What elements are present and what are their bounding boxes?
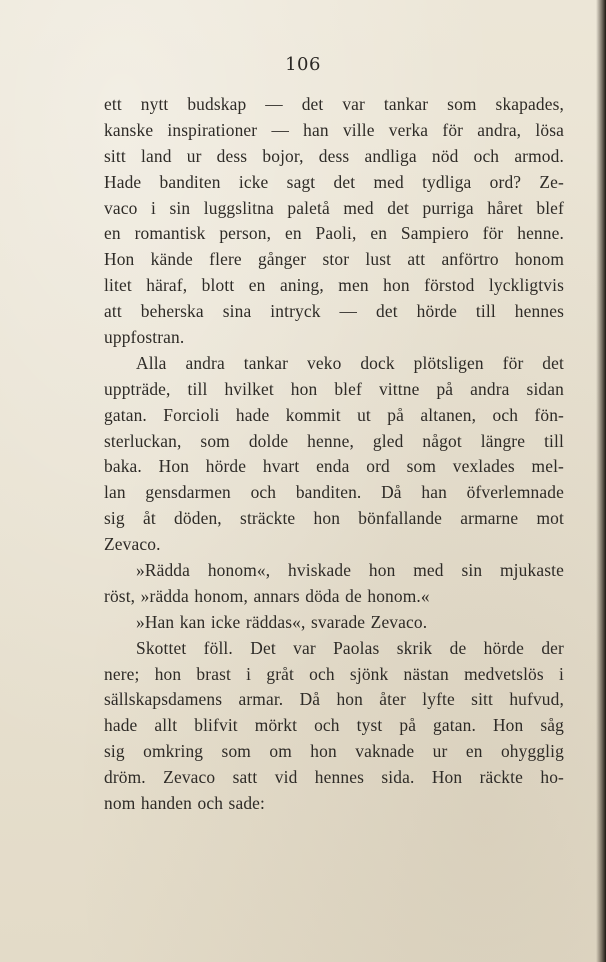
text-line: kanske inspirationer — han ville verka för andra, lösa [104,119,564,140]
text-line: sig åt döden, sträckte hon bönfallande armarne mot [104,508,564,529]
text-line: Zevaco. [104,534,161,555]
text-line: Hade banditen icke sagt det med tydliga ord? Ze- [104,171,564,192]
text-line: en romantisk person, en Paoli, en Sampiero för henne. [104,223,564,244]
text-line: uppträde, till hvilket hon blef vittne på andra sidan [104,378,564,399]
text-line: »Han kan icke räddas«, svarade Zevaco. [136,611,428,632]
text-line: sig omkring som om hon vaknade ur en ohygglig [104,741,564,762]
text-line: »Rädda honom«, hviskade hon med sin mjukaste [136,560,564,581]
text-line: Hon kände flere gånger stor lust att anförtro honom [104,249,564,270]
text-line: sterluckan, som dolde henne, gled något längre till [104,430,564,451]
text-line: nom handen och sade: [104,793,266,814]
text-line: baka. Hon hörde hvart enda ord som vexlades mel- [104,456,564,477]
text-line: att beherska sina intryck — det hörde till hennes [104,301,564,322]
text-line: Alla andra tankar veko dock plötsligen för det [136,352,564,373]
text-line: gatan. Forcioli hade kommit ut på altanen, och fön- [104,404,564,425]
text-line: ett nytt budskap — det var tankar som skapades, [104,94,564,114]
text-line: röst, »rädda honom, annars döda de honom.« [104,585,430,606]
text-line: litet häraf, blott en aning, men hon förstod lyckligtvis [104,275,564,296]
page-edge-shadow [596,0,606,962]
text-line: lan gensdarmen och banditen. Då han öfverlemnade [104,482,564,503]
text-line: vaco i sin luggslitna paletå med det purriga håret blef [104,197,564,218]
text-line: dröm. Zevaco satt vid hennes sida. Hon räckte ho- [104,767,564,788]
text-line: sällskapsdamens armar. Då hon åter lyfte sitt hufvud, [104,689,564,710]
page-number: 106 [285,54,321,75]
body-text [104,92,564,817]
text-line: uppfostran. [104,327,185,348]
text-line: nere; hon brast i gråt och sjönk nästan medvetslös i [104,663,564,684]
text-line: hade allt blifvit mörkt och tyst på gatan. Hon såg [104,715,564,736]
text-line: sitt land ur dess bojor, dess andliga nöd och armod. [104,145,564,166]
text-line: Skottet föll. Det var Paolas skrik de hörde der [136,637,564,658]
